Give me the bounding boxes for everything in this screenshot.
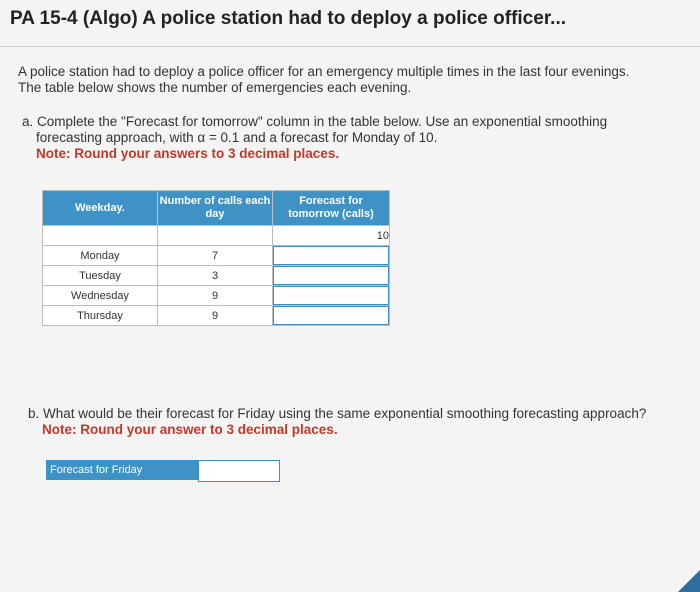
page-title: PA 15-4 (Algo) A police station had to deploy a police officer...	[10, 8, 567, 29]
calls-cell: 7	[158, 246, 273, 266]
intro-line-2: The table below shows the number of emergencies each evening.	[18, 80, 412, 95]
friday-forecast-label: Forecast for Friday	[46, 460, 198, 480]
part-b	[28, 406, 688, 438]
calls-table	[42, 190, 390, 326]
part-a-line-2: forecasting approach, with α = 0.1 and a forecast for Monday of 10.	[36, 130, 438, 145]
friday-forecast-input[interactable]	[198, 460, 280, 482]
table-row	[43, 246, 390, 266]
part-a-note: Note: Round your answers to 3 decimal places.	[36, 146, 340, 161]
calls-cell: 9	[158, 286, 273, 306]
forecast-input-cell	[273, 286, 390, 306]
forecast-input-cell	[273, 266, 390, 286]
forecast-input-cell	[273, 306, 390, 326]
forecast-input-tuesday[interactable]	[273, 266, 389, 285]
header-forecast: Forecast for tomorrow (calls)	[273, 191, 390, 226]
weekday-cell: Wednesday	[43, 286, 158, 306]
part-a-line-1: a. Complete the "Forecast for tomorrow" column in the table below. Use an exponential smoothing	[22, 114, 608, 129]
empty-cell	[158, 226, 273, 246]
corner-marker	[678, 570, 700, 592]
intro-line-1: A police station had to deploy a police officer for an emergency multiple times in the last four evenings.	[18, 64, 630, 79]
forecast-input-thursday[interactable]	[273, 306, 389, 325]
table-header-row	[43, 191, 390, 226]
weekday-cell: Thursday	[43, 306, 158, 326]
weekday-cell: Tuesday	[43, 266, 158, 286]
title-divider	[0, 46, 700, 47]
initial-forecast-value: 10	[273, 226, 390, 246]
table-row	[43, 266, 390, 286]
table-row	[43, 306, 390, 326]
empty-cell	[43, 226, 158, 246]
weekday-cell: Monday	[43, 246, 158, 266]
part-b-line-1: b. What would be their forecast for Friday using the same exponential smoothing forecasting approach?	[28, 406, 647, 421]
calls-cell: 3	[158, 266, 273, 286]
table-row	[43, 286, 390, 306]
problem-intro	[18, 64, 688, 96]
part-b-note: Note: Round your answer to 3 decimal places.	[42, 422, 338, 437]
initial-forecast-row	[43, 226, 390, 246]
header-weekday: Weekday.	[43, 191, 158, 226]
calls-cell: 9	[158, 306, 273, 326]
forecast-input-cell	[273, 246, 390, 266]
header-calls: Number of calls each day	[158, 191, 273, 226]
part-a	[22, 114, 682, 162]
forecast-input-monday[interactable]	[273, 246, 389, 265]
forecast-input-wednesday[interactable]	[273, 286, 389, 305]
